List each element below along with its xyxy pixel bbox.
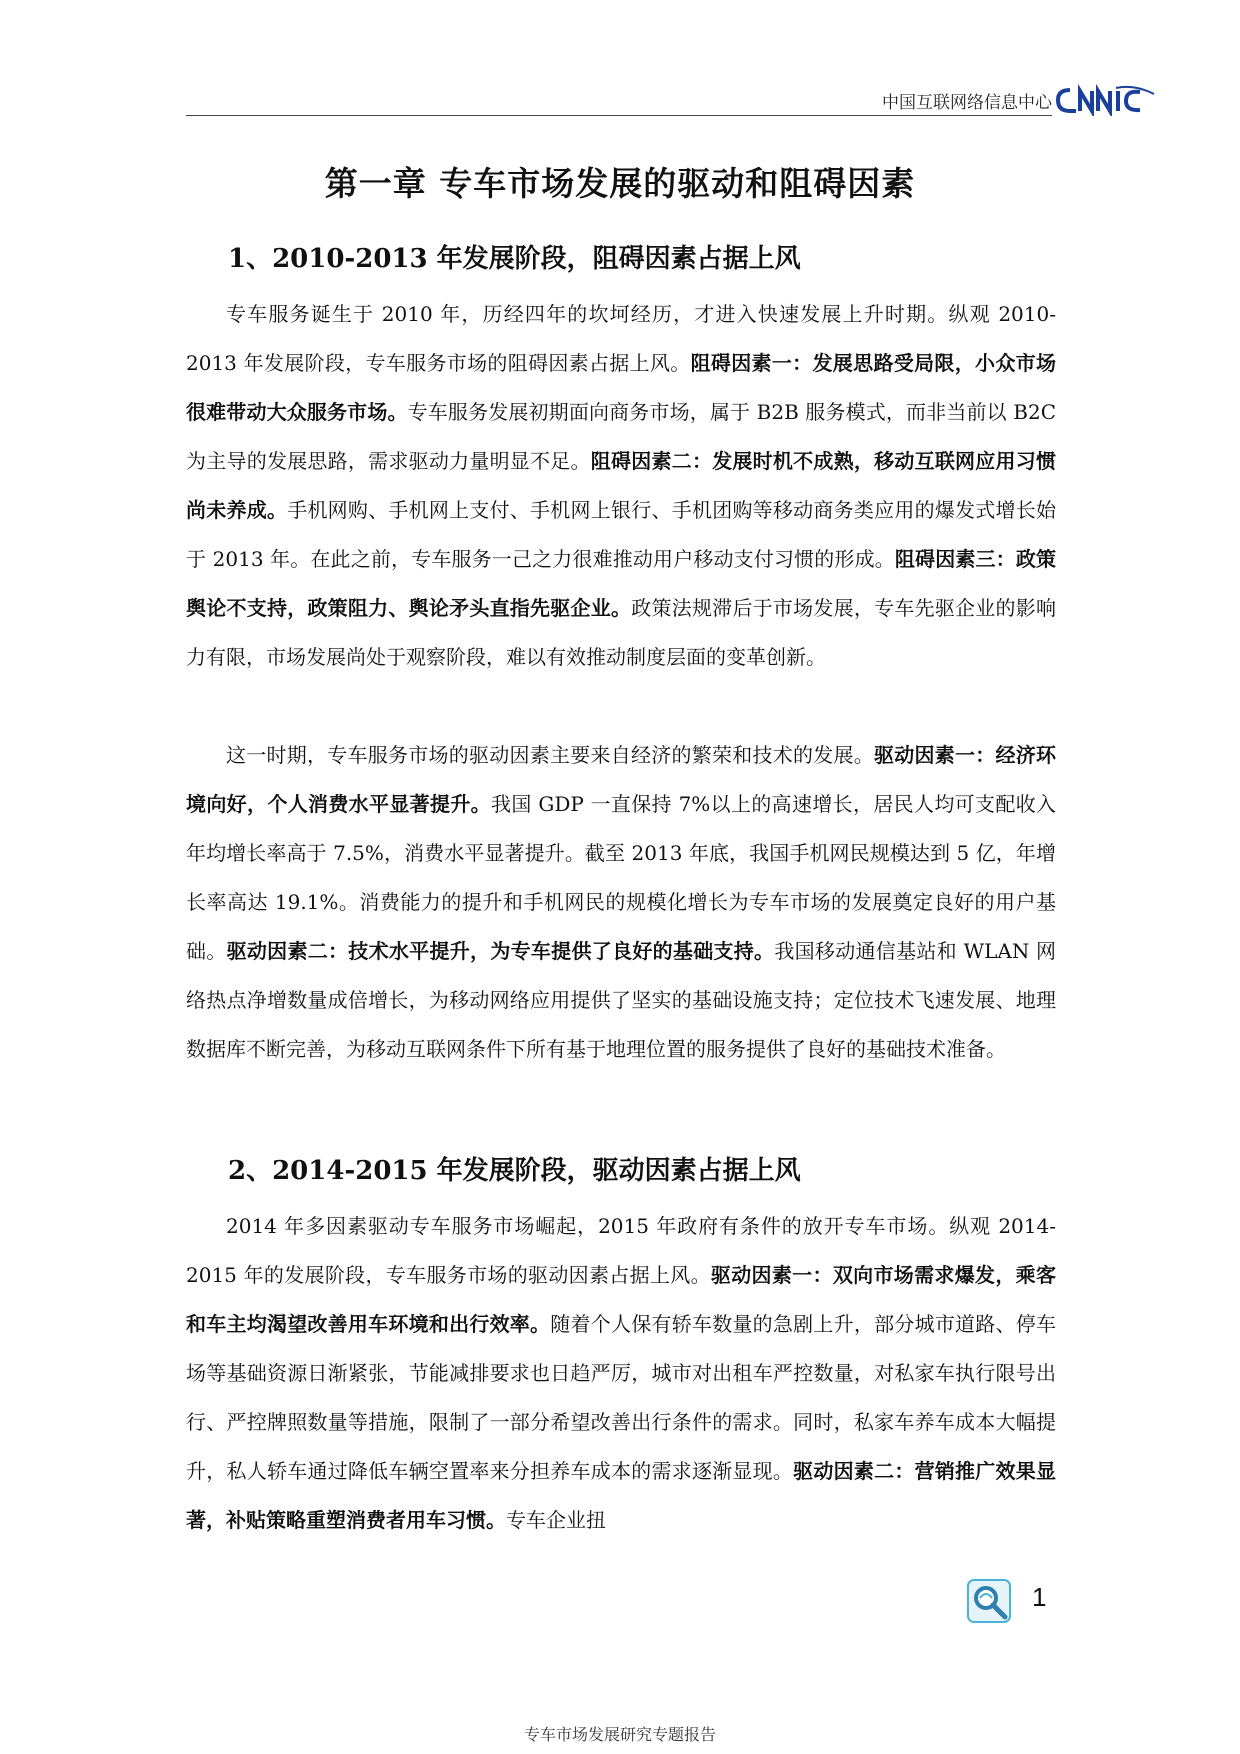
text: 我国移动通信基站和 WLAN 网络热点净增数量成倍增长，为移动网络应用提供了坚实的基础设施支持；定位技术飞速发展、地理数据库不断完善，为移动互联网条件下所有基于地理位置的服务提供了良好的基础技术准备。 — [186, 939, 1057, 1061]
section-2-title: 2、2014-2015 年发展阶段，驱动因素占据上风 — [228, 1156, 801, 1186]
text: 手机网购、手机网上支付、手机网上银行、手机团购等移动商务类应用的爆发式增长始于 2013 年。在此之前，专车服务一己之力很难推动用户移动支付习惯的形成。 — [186, 498, 1057, 571]
cnnic-logo — [1056, 84, 1156, 116]
magnifier-report-icon — [966, 1578, 1012, 1624]
chapter-title: 第一章 专车市场发展的驱动和阻碍因素 — [324, 164, 916, 203]
header-rule — [186, 115, 1052, 116]
text: 专车企业扭 — [506, 1508, 606, 1532]
obstacle-factor-3: 阻碍因素三：政策舆论不支持，政策阻力、舆论矛头直指先驱企业。 — [186, 547, 1056, 620]
section-1-paragraph-2 — [186, 731, 1056, 1074]
obstacle-factor-2: 阻碍因素二：发展时机不成熟，移动互联网应用习惯尚未养成。 — [186, 449, 1057, 522]
driving-factor-2: 驱动因素二：技术水平提升，为专车提供了良好的基础支持。 — [226, 939, 775, 963]
text: 2014 年多因素驱动专车服务市场崛起，2015 年政府有条件的放开专车市场。纵观 2014-2015 年的发展阶段，专车服务市场的驱动因素占据上风。 — [186, 1214, 1056, 1287]
section-1-title: 1、2010-2013 年发展阶段，阻碍因素占据上风 — [228, 244, 801, 274]
driving-factor-1: 驱动因素一：双向市场需求爆发，乘客和车主均渴望改善用车环境和出行效率。 — [186, 1263, 1056, 1336]
text: 专车服务诞生于 2010 年，历经四年的坎坷经历，才进入快速发展上升时期。纵观 2010-2013 年发展阶段，专车服务市场的阻碍因素占据上风。 — [186, 302, 1056, 375]
page-header — [186, 82, 1156, 122]
page-number: 1 — [1032, 1582, 1047, 1612]
text: 专车服务发展初期面向商务市场，属于 B2B 服务模式，而非当前以 B2C 为主导的发展思路，需求驱动力量明显不足。 — [186, 400, 1057, 473]
driving-factor-1: 驱动因素一：经济环境向好，个人消费水平显著提升。 — [186, 743, 1056, 816]
section-1-paragraph-1 — [186, 290, 1056, 682]
header-org-name: 中国互联网络信息中心 — [882, 93, 1052, 113]
text: 随着个人保有轿车数量的急剧上升，部分城市道路、停车场等基础资源日渐紧张，节能减排要求也日趋严厉，城市对出租车严控数量，对私家车执行限号出行、严控牌照数量等措施，限制了一部分希望改善出行条件的需求。同时，私家车养车成本大幅提升，私人轿车通过降低车辆空置率来分担养车成本的需求逐渐显现。 — [186, 1312, 1057, 1483]
text: 政策法规滞后于市场发展，专车先驱企业的影响力有限，市场发展尚处于观察阶段，难以有效推动制度层面的变革创新。 — [186, 596, 1057, 669]
driving-factor-2: 驱动因素二：营销推广效果显著，补贴策略重塑消费者用车习惯。 — [186, 1459, 1057, 1532]
footer-report-title: 专车市场发展研究专题报告 — [523, 1725, 716, 1744]
text: 这一时期，专车服务市场的驱动因素主要来自经济的繁荣和技术的发展。 — [226, 743, 874, 767]
obstacle-factor-1: 阻碍因素一：发展思路受局限，小众市场很难带动大众服务市场。 — [186, 351, 1056, 424]
section-2-paragraph-1 — [186, 1202, 1056, 1545]
text: 我国 GDP 一直保持 7%以上的高速增长，居民人均可支配收入年均增长率高于 7.5%，消费水平显著提升。截至 2013 年底，我国手机网民规模达到 5 亿，年增长率高达 19.1%。消费能力的提升和手机网民的规模化增长为专车市场的发展奠定良好的用户基础。 — [186, 792, 1057, 963]
